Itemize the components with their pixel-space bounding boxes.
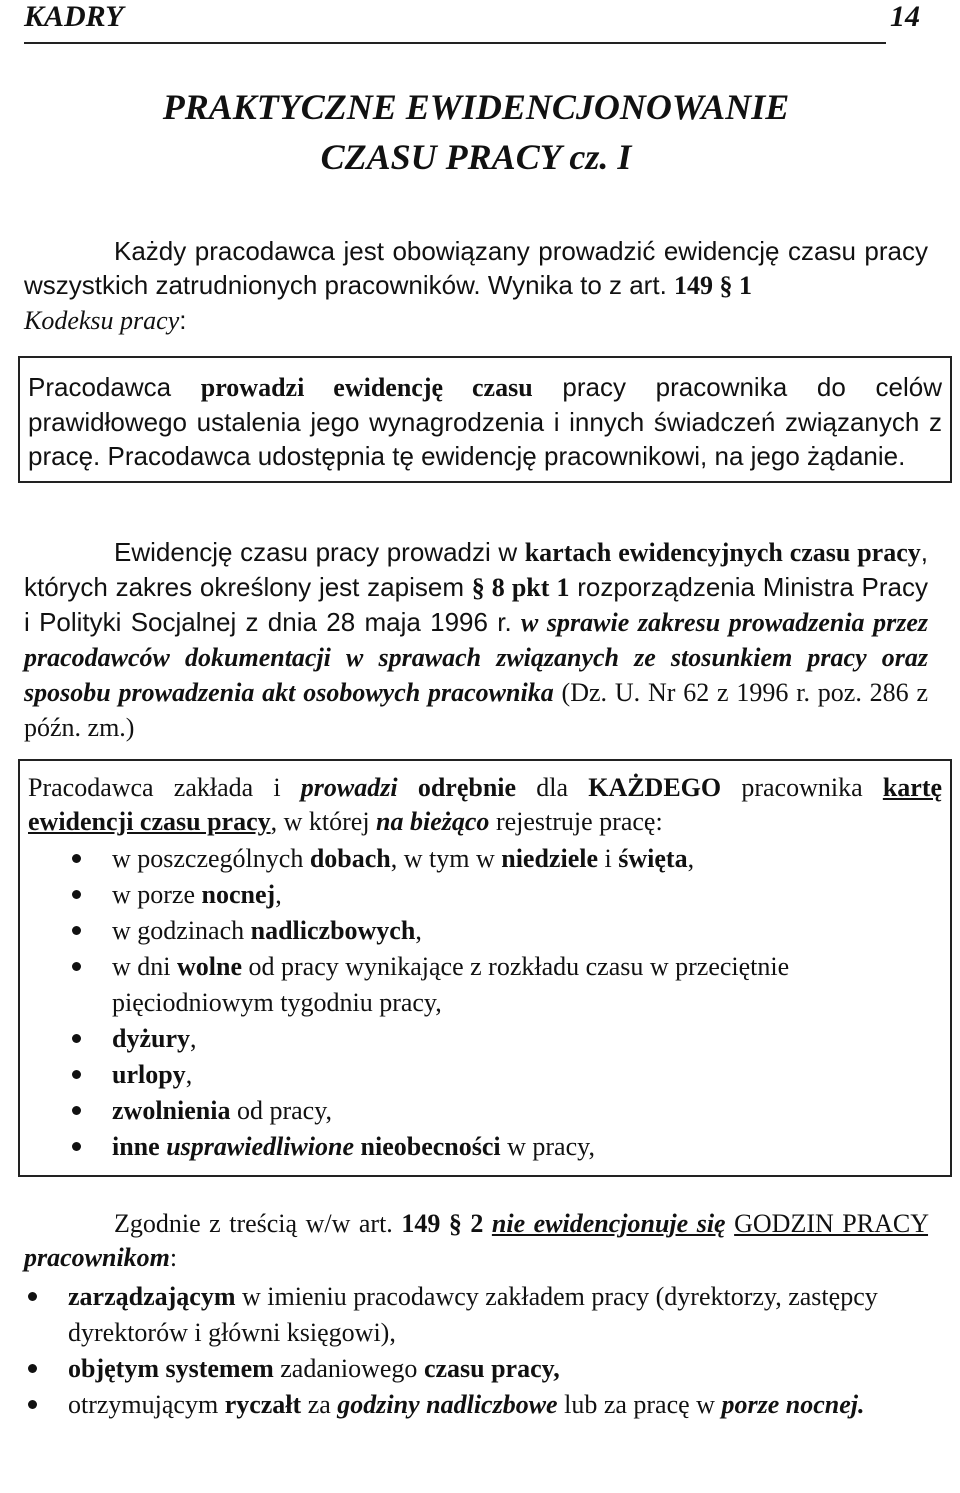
quote-text-1: Pracodawca (28, 372, 201, 402)
exempt-employees: pracownikom (24, 1243, 170, 1272)
list-item (112, 949, 942, 1021)
item-text: i (598, 844, 619, 873)
exempt-hours: GODZIN PRACY (734, 1209, 929, 1238)
quote-paragraph (28, 370, 942, 473)
bullet-icon (72, 1034, 81, 1043)
reg-text-1: Ewidencję czasu pracy prowadzi w (114, 537, 525, 567)
card-space (398, 773, 418, 802)
reg-section: § 8 pkt 1 (471, 573, 570, 602)
list-item (112, 1021, 942, 1057)
item-text: w pracy, (500, 1132, 595, 1161)
item-text: w dni (112, 952, 177, 981)
item-text: w imieniu pracodawcy zakładem pracy (dyrektorzy, zastępcy dyrektorów i główni księgowi), (68, 1282, 878, 1347)
exempt-space (726, 1209, 735, 1238)
item-bold: nieobecności (360, 1132, 501, 1161)
bullet-icon (72, 1070, 81, 1079)
list-item (112, 1129, 942, 1165)
regulation-paragraph (24, 535, 928, 745)
reg-text-3: rozporządzenia Ministra Pracy i Polityki Socjalnej z dnia 28 maja 1996 r. (24, 572, 929, 637)
item-text: , (275, 880, 282, 909)
bullet-icon (28, 1400, 37, 1409)
exempt-text-1: Zgodnie z treścią w/w art. (114, 1209, 402, 1238)
reg-bold: kartach ewidencyjnych czasu pracy (524, 538, 921, 567)
item-text: od pracy, (230, 1096, 333, 1125)
title-line-2: CZASU PRACY cz. I (320, 137, 632, 177)
section-label: KADRY (24, 0, 124, 33)
list-item (68, 1387, 928, 1423)
exemption-list (24, 1279, 928, 1423)
list-item (68, 1279, 928, 1351)
bullet-icon (72, 926, 81, 935)
item-bold: dobach (309, 844, 391, 873)
reg-text-2: , których zakres określony jest zapisem (24, 537, 928, 602)
card-kazdego: KAŻDEGO (588, 773, 722, 802)
exempt-article: 149 § 2 (401, 1209, 484, 1238)
item-bold: objętym systemem (68, 1354, 274, 1383)
list-item (112, 1057, 942, 1093)
article-ref: 149 § 1 (674, 271, 753, 300)
list-item (112, 877, 942, 913)
item-bold: nadliczbowych (250, 916, 416, 945)
card-biezaco: na bieżąco (376, 807, 490, 836)
item-bold: urlopy (112, 1060, 186, 1089)
item-bold: święta (618, 844, 688, 873)
bullet-icon (72, 1106, 81, 1115)
document-page (24, 0, 943, 1423)
item-text: zadaniowego (273, 1354, 424, 1383)
card-text-1: Pracodawca zakłada i (28, 773, 301, 802)
list-item (68, 1351, 928, 1387)
card-odrebnie: odrębnie (417, 773, 517, 802)
item-bold: wolne (177, 952, 242, 981)
page-title (24, 82, 928, 182)
item-text: otrzymującym (68, 1390, 225, 1419)
card-list (28, 841, 942, 1165)
bullet-icon (28, 1292, 37, 1301)
list-item (112, 913, 942, 949)
item-bold: ryczałt (224, 1390, 302, 1419)
item-bold: nocnej (201, 880, 276, 909)
bullet-icon (72, 890, 81, 899)
item-bold: inne (112, 1132, 160, 1161)
item-text: , (415, 916, 422, 945)
item-bold: dyżury (112, 1024, 190, 1053)
card-text-5: rejestruje pracę: (489, 807, 663, 836)
item-text: lub za pracę w (557, 1390, 722, 1419)
item-text: od pracy wynikające z rozkładu czasu w przeciętnie pięciodniowym tygodniu pracy, (112, 952, 790, 1017)
item-text: , (687, 844, 695, 873)
item-text: w porze (112, 880, 202, 909)
exempt-colon: : (169, 1243, 178, 1272)
bullet-icon (72, 854, 81, 863)
bullet-icon (72, 1142, 81, 1151)
quote-bold: prowadzi ewidencję czasu (200, 373, 533, 402)
card-paragraph (28, 771, 942, 839)
card-text-2: dla (516, 773, 589, 802)
card-text-3: pracownika (721, 773, 883, 802)
quote-text-2: pracy pracownika do celów prawidłowego ustalenia jego wynagrodzenia i innych świadczeń związanych z pracę. Pracodawca udostępnia tę ewidencję pracownikowi, na jego żądanie. (28, 372, 942, 471)
item-bold: czasu pracy, (423, 1354, 560, 1383)
item-bold: zwolnienia (112, 1096, 231, 1125)
item-text: , (185, 1060, 193, 1089)
item-bold: zarządzającym (68, 1282, 236, 1311)
card-text-4: , w której (270, 807, 377, 836)
intro-colon: : (179, 305, 187, 335)
intro-text: Każdy pracodawca jest obowiązany prowadzić ewidencję czasu pracy wszystkich zatrudnionych pracowników. Wynika to z art. (24, 236, 928, 300)
reg-title: w sprawie zakresu prowadzenia przez pracodawców dokumentacji w sprawach związanych ze stosunkiem pracy oraz sposobu prowadzenia akt osobowych pracownika (24, 608, 929, 707)
item-text: w godzinach (112, 916, 251, 945)
card-karte: kartę ewidencji czasu pracy (28, 773, 943, 836)
item-bold-italic: porze nocnej. (721, 1390, 865, 1419)
item-text: w poszczególnych (112, 844, 310, 873)
code-name: Kodeksu pracy (24, 306, 180, 335)
exempt-emphasis: nie ewidencjonuje się (491, 1209, 726, 1238)
quote-box (18, 356, 952, 483)
item-text: , w tym w (390, 844, 502, 873)
exempt-space (483, 1209, 492, 1238)
item-text: , (190, 1024, 197, 1053)
exemption-paragraph (24, 1207, 928, 1275)
item-bold: niedziele (501, 844, 599, 873)
page-header (24, 0, 920, 44)
item-bold-italic: godziny nadliczbowe (337, 1390, 558, 1419)
bullet-icon (28, 1364, 37, 1373)
list-item (112, 841, 942, 877)
item-text: za (301, 1390, 338, 1419)
intro-paragraph (24, 234, 928, 338)
card-box (18, 759, 952, 1177)
item-bold-italic: usprawiedliwione (166, 1132, 355, 1161)
title-line-1: PRAKTYCZNE EWIDENCJONOWANIE (162, 87, 790, 127)
page-number: 14 (890, 0, 920, 33)
list-item (112, 1093, 942, 1129)
card-prowadzi: prowadzi (300, 773, 398, 802)
bullet-icon (72, 962, 81, 971)
reg-citation: (Dz. U. Nr 62 z 1996 r. poz. 286 z późn. zm.) (24, 678, 929, 742)
